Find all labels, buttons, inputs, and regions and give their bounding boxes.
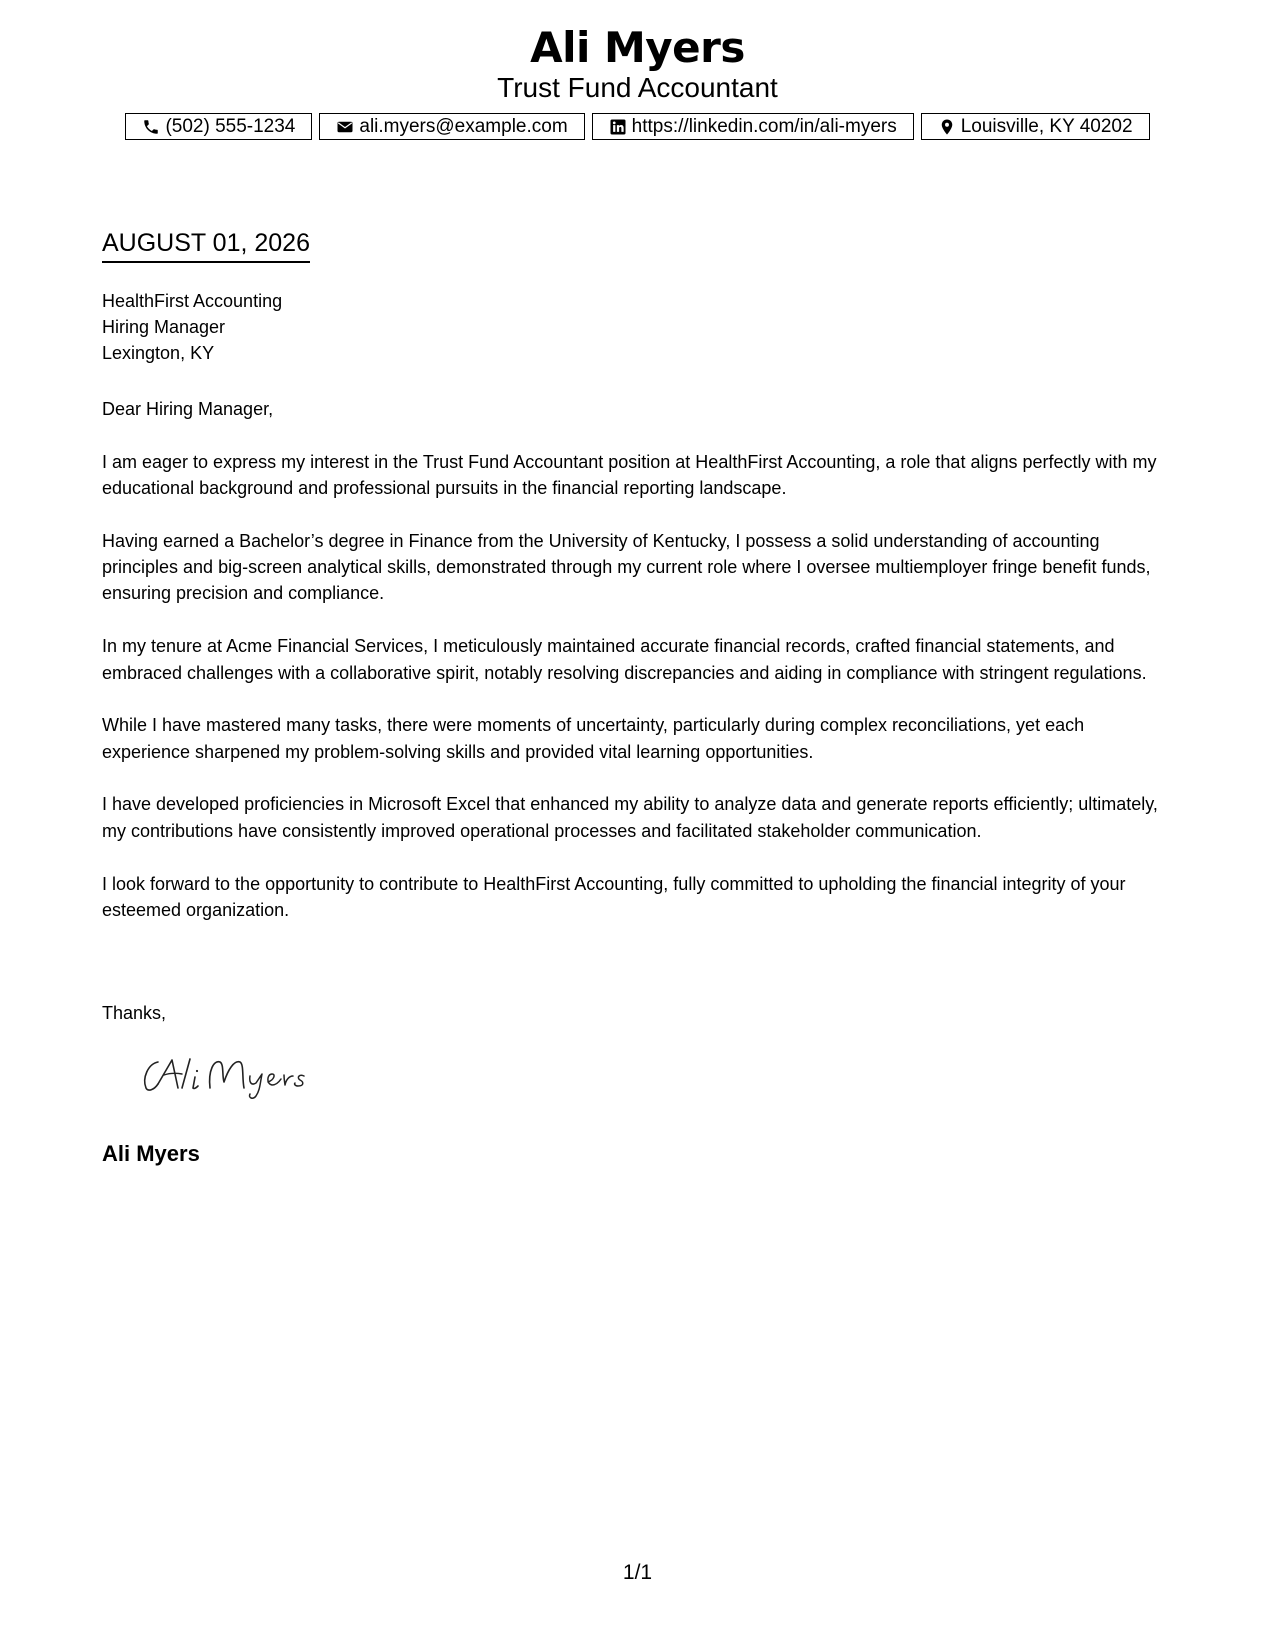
body-paragraph-3: In my tenure at Acme Financial Services, I meticulously maintained accurate financial records, crafted financial statements, and embraced challenges with a collaborative spirit, notably resolving discrepancies and aiding in compliance with stringent regulations. <box>102 636 1147 683</box>
body-paragraph-6: I look forward to the opportunity to contribute to HealthFirst Accounting, fully committed to upholding the financial integrity of your esteemed organization. <box>102 873 1126 920</box>
contact-location[interactable] <box>921 113 1150 140</box>
body-paragraph-2: Having earned a Bachelor’s degree in Finance from the University of Kentucky, I possess a solid understanding of accounting principles and big-screen analytical skills, demonstrated through my current role where I oversee multiemployer fringe benefit funds, ensuring precision and compliance. <box>102 530 1151 604</box>
contact-bar <box>0 113 1275 140</box>
location-text: Louisville, KY 40202 <box>960 115 1133 137</box>
recipient-company: HealthFirst Accounting <box>102 291 283 311</box>
linkedin-icon <box>609 118 627 136</box>
letter-body <box>102 396 1177 950</box>
recipient-role: Hiring Manager <box>102 317 226 337</box>
map-pin-icon <box>938 118 956 136</box>
contact-linkedin[interactable] <box>592 113 914 140</box>
recipient-block <box>102 288 282 366</box>
body-paragraph-1: I am eager to express my interest in the Trust Fund Accountant position at HealthFirst Accounting, a role that aligns perfectly with my educational background and professional pursuits in the financial reporting landscape. <box>102 451 1157 499</box>
recipient-location: Lexington, KY <box>102 343 215 363</box>
phone-number: (502) 555-1234 <box>165 115 296 137</box>
signer-name: Ali Myers <box>102 1141 200 1166</box>
letter-header <box>0 22 1275 104</box>
letter-date: AUGUST 01, 2026 <box>102 228 310 263</box>
applicant-name: Ali Myers <box>530 23 745 72</box>
phone-icon <box>142 118 160 136</box>
envelope-icon <box>336 118 354 136</box>
closing-text: Thanks, <box>102 1003 167 1023</box>
handwritten-signature <box>138 1050 328 1100</box>
linkedin-url: https://linkedin.com/in/ali-myers <box>631 115 897 137</box>
email-address: ali.myers@example.com <box>359 115 568 137</box>
salutation: Dear Hiring Manager, <box>102 399 274 419</box>
contact-phone[interactable] <box>125 113 312 140</box>
body-paragraph-4: While I have mastered many tasks, there were moments of uncertainty, particularly during complex reconciliations, yet each experience sharpened my problem-solving skills and provided vital learning opportunities. <box>102 715 1085 762</box>
contact-email[interactable] <box>319 113 584 140</box>
body-paragraph-5: I have developed proficiencies in Microsoft Excel that enhanced my ability to analyze data and generate reports efficiently; ultimately, my contributions have consistently improved operational processes and facilitated stakeholder communication. <box>102 794 1158 841</box>
page-number: 1/1 <box>622 1561 653 1584</box>
job-title: Trust Fund Accountant <box>497 72 778 103</box>
